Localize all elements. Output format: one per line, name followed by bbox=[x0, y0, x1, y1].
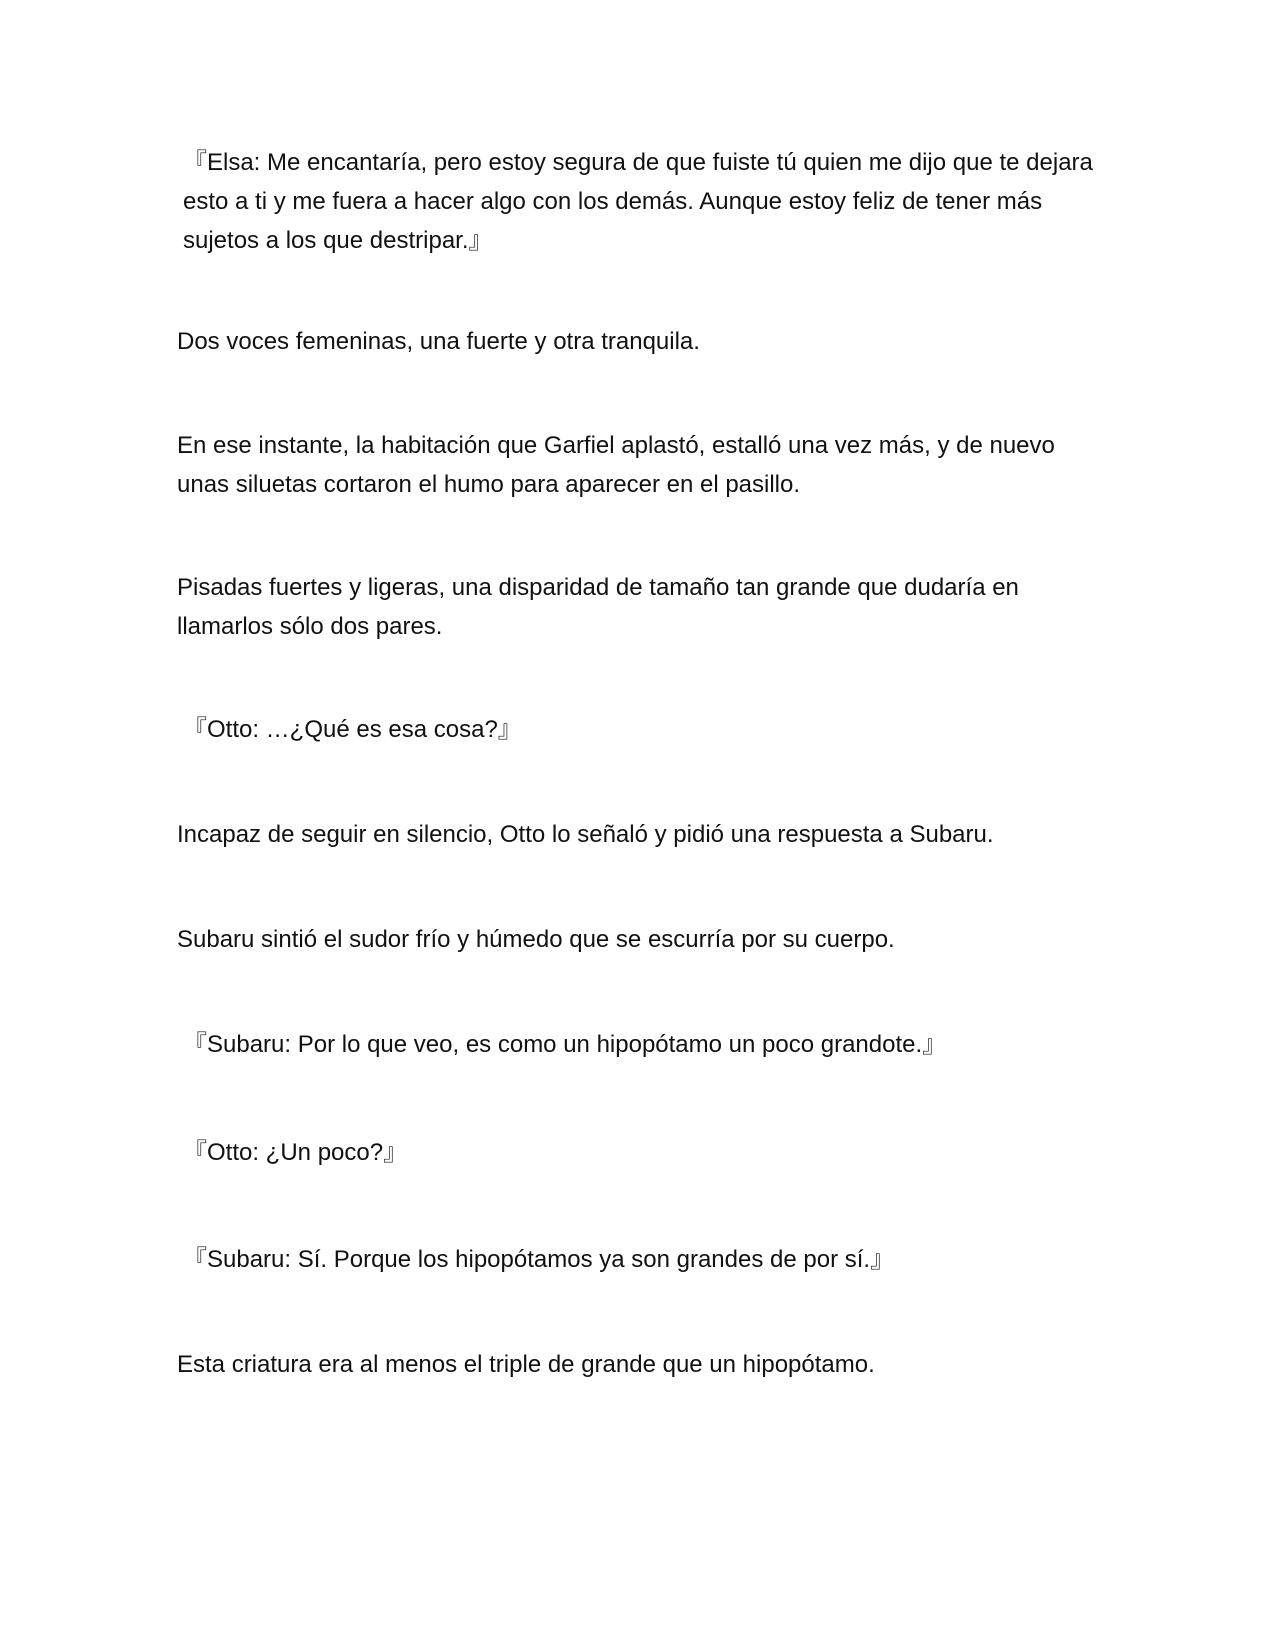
paragraph-6: Incapaz de seguir en silencio, Otto lo señaló y pidió una respuesta a Subaru. bbox=[177, 821, 994, 848]
paragraph-11: Esta criatura era al menos el triple de grande que un hipopótamo. bbox=[177, 1351, 875, 1378]
paragraph-9: 『Otto: ¿Un poco?』 bbox=[183, 1139, 408, 1166]
paragraph-8: 『Subaru: Por lo que veo, es como un hipopótamo un poco grandote.』 bbox=[183, 1031, 947, 1058]
paragraph-1: 『Elsa: Me encantaría, pero estoy segura de que fuiste tú quien me dijo que te dejara esto a ti y me fuera a hacer algo con los demás. Aunque estoy feliz de tener más sujetos a los que destripar.』 bbox=[183, 149, 1093, 254]
paragraph-10: 『Subaru: Sí. Porque los hipopótamos ya son grandes de por sí.』 bbox=[183, 1246, 895, 1273]
paragraph-7: Subaru sintió el sudor frío y húmedo que se escurría por su cuerpo. bbox=[177, 926, 895, 953]
paragraph-5: 『Otto: …¿Qué es esa cosa?』 bbox=[183, 716, 522, 743]
paragraph-3: En ese instante, la habitación que Garfiel aplastó, estalló una vez más, y de nuevo unas siluetas cortaron el humo para aparecer en el pasillo. bbox=[177, 432, 1055, 498]
paragraph-4: Pisadas fuertes y ligeras, una disparidad de tamaño tan grande que dudaría en llamarlos sólo dos pares. bbox=[177, 574, 1019, 640]
paragraph-2: Dos voces femeninas, una fuerte y otra tranquila. bbox=[177, 328, 700, 355]
